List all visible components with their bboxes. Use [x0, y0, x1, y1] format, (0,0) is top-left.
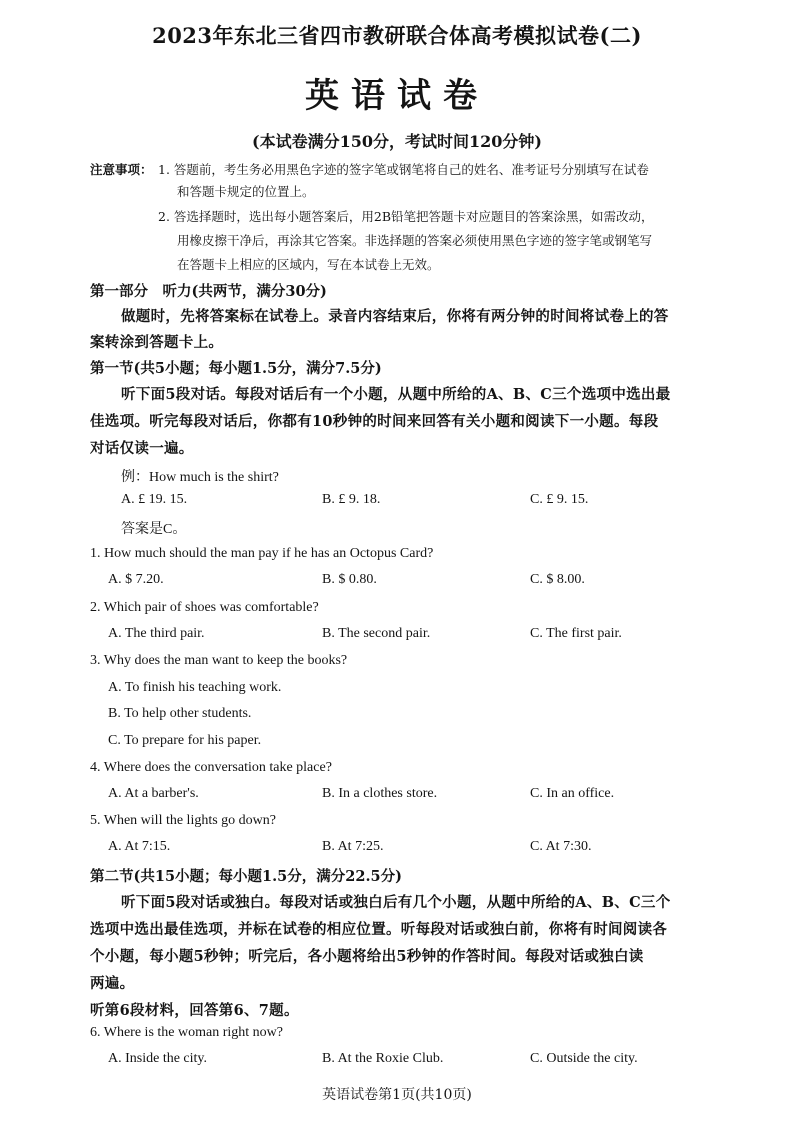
section2-intro-line-3: 个小题，每小题5秒钟；听完后，各小题将给出5秒钟的作答时间。每段对话或独白读	[90, 948, 644, 965]
subject-title: 英语试卷	[305, 76, 489, 116]
notice-item-2-line-1: 2. 答选择题时，选出每小题答案后，用2B铅笔把答题卡对应题目的答案涂黑，如需改动，	[158, 209, 654, 224]
question-5-option-b: B. At 7:25.	[322, 839, 384, 854]
question-3-option-a: A. To finish his teaching work.	[108, 680, 282, 695]
question-4-option-c: C. In an office.	[530, 786, 615, 801]
question-4: 4. Where does the conversation take place?	[90, 760, 332, 775]
example-option-a: A. £ 19. 15.	[121, 492, 188, 507]
question-2: 2. Which pair of shoes was comfortable?	[90, 600, 319, 615]
section1-intro-line-2: 佳选项。听完每段对话后，你都有10秒钟的时间来回答有关小题和阅读下一小题。每段	[90, 413, 659, 430]
question-5-option-a: A. At 7:15.	[108, 839, 171, 854]
section1-intro-line-1: 听下面5段对话。每段对话后有一个小题，从题中所给的A、B、C三个选项中选出最	[121, 386, 671, 403]
notice-item-1-line-2: 和答题卡规定的位置上。	[177, 184, 315, 199]
question-1-option-c: C. $ 8.00.	[530, 572, 585, 587]
notice-item-1-line-1: 1. 答题前，考生务必用黑色字迹的签字笔或钢笔将自己的姓名、准考证号分别填写在试卷	[158, 162, 649, 177]
section1-heading: 第一节(共5小题；每小题1.5分，满分7.5分)	[90, 360, 382, 377]
example-option-c: C. £ 9. 15.	[530, 492, 589, 507]
section1-intro-line-3: 对话仅读一遍。	[90, 440, 194, 457]
part1-intro-line-1: 做题时，先将答案标在试卷上。录音内容结束后，你将有两分钟的时间将试卷上的答	[121, 308, 669, 325]
exam-title: 2023年东北三省四市教研联合体高考模拟试卷(二)	[152, 23, 642, 48]
example-answer: 答案是C。	[121, 522, 187, 537]
question-2-option-b: B. The second pair.	[322, 626, 431, 641]
question-4-option-a: A. At a barber's.	[108, 786, 199, 801]
question-2-option-a: A. The third pair.	[108, 626, 205, 641]
section2-intro-line-1: 听下面5段对话或独白。每段对话或独白后有几个小题，从题中所给的A、B、C三个	[121, 894, 671, 911]
question-6: 6. Where is the woman right now?	[90, 1025, 283, 1040]
example-question: 例：How much is the shirt?	[121, 470, 279, 485]
notice-item-2-line-3: 在答题卡上相应的区域内，写在本试卷上无效。	[177, 257, 440, 272]
example-option-b: B. £ 9. 18.	[322, 492, 381, 507]
question-2-option-c: C. The first pair.	[530, 626, 622, 641]
question-6-option-c: C. Outside the city.	[530, 1051, 638, 1066]
question-3-option-c: C. To prepare for his paper.	[108, 733, 262, 748]
question-3: 3. Why does the man want to keep the books?	[90, 653, 348, 668]
question-1: 1. How much should the man pay if he has an Octopus Card?	[90, 546, 434, 561]
part1-heading: 第一部分 听力(共两节，满分30分)	[90, 283, 327, 300]
question-6-option-a: A. Inside the city.	[108, 1051, 208, 1066]
question-6-option-b: B. At the Roxie Club.	[322, 1051, 444, 1066]
question-1-option-b: B. $ 0.80.	[322, 572, 377, 587]
question-3-option-b: B. To help other students.	[108, 706, 252, 721]
question-5-option-c: C. At 7:30.	[530, 839, 592, 854]
section2-intro-line-4: 两遍。	[90, 975, 135, 992]
part1-intro-line-2: 案转涂到答题卡上。	[90, 334, 224, 351]
page-footer: 英语试卷第1页(共10页)	[322, 1087, 472, 1103]
section2-intro-line-2: 选项中选出最佳选项，并标在试卷的相应位置。听每段对话或独白前，你将有时间阅读各	[90, 921, 668, 938]
notice-item-2-line-2: 用橡皮擦干净后，再涂其它答案。非选择题的答案必须使用黑色字迹的签字笔或钢笔写	[177, 233, 653, 248]
question-4-option-b: B. In a clothes store.	[322, 786, 438, 801]
question-5: 5. When will the lights go down?	[90, 813, 276, 828]
section2-heading: 第二节(共15小题；每小题1.5分，满分22.5分)	[90, 868, 402, 885]
notice-label: 注意事项：	[90, 162, 153, 177]
material-note: 听第6段材料，回答第6、7题。	[90, 1002, 299, 1019]
question-1-option-a: A. $ 7.20.	[108, 572, 164, 587]
exam-info: (本试卷满分150分，考试时间120分钟)	[252, 132, 542, 151]
